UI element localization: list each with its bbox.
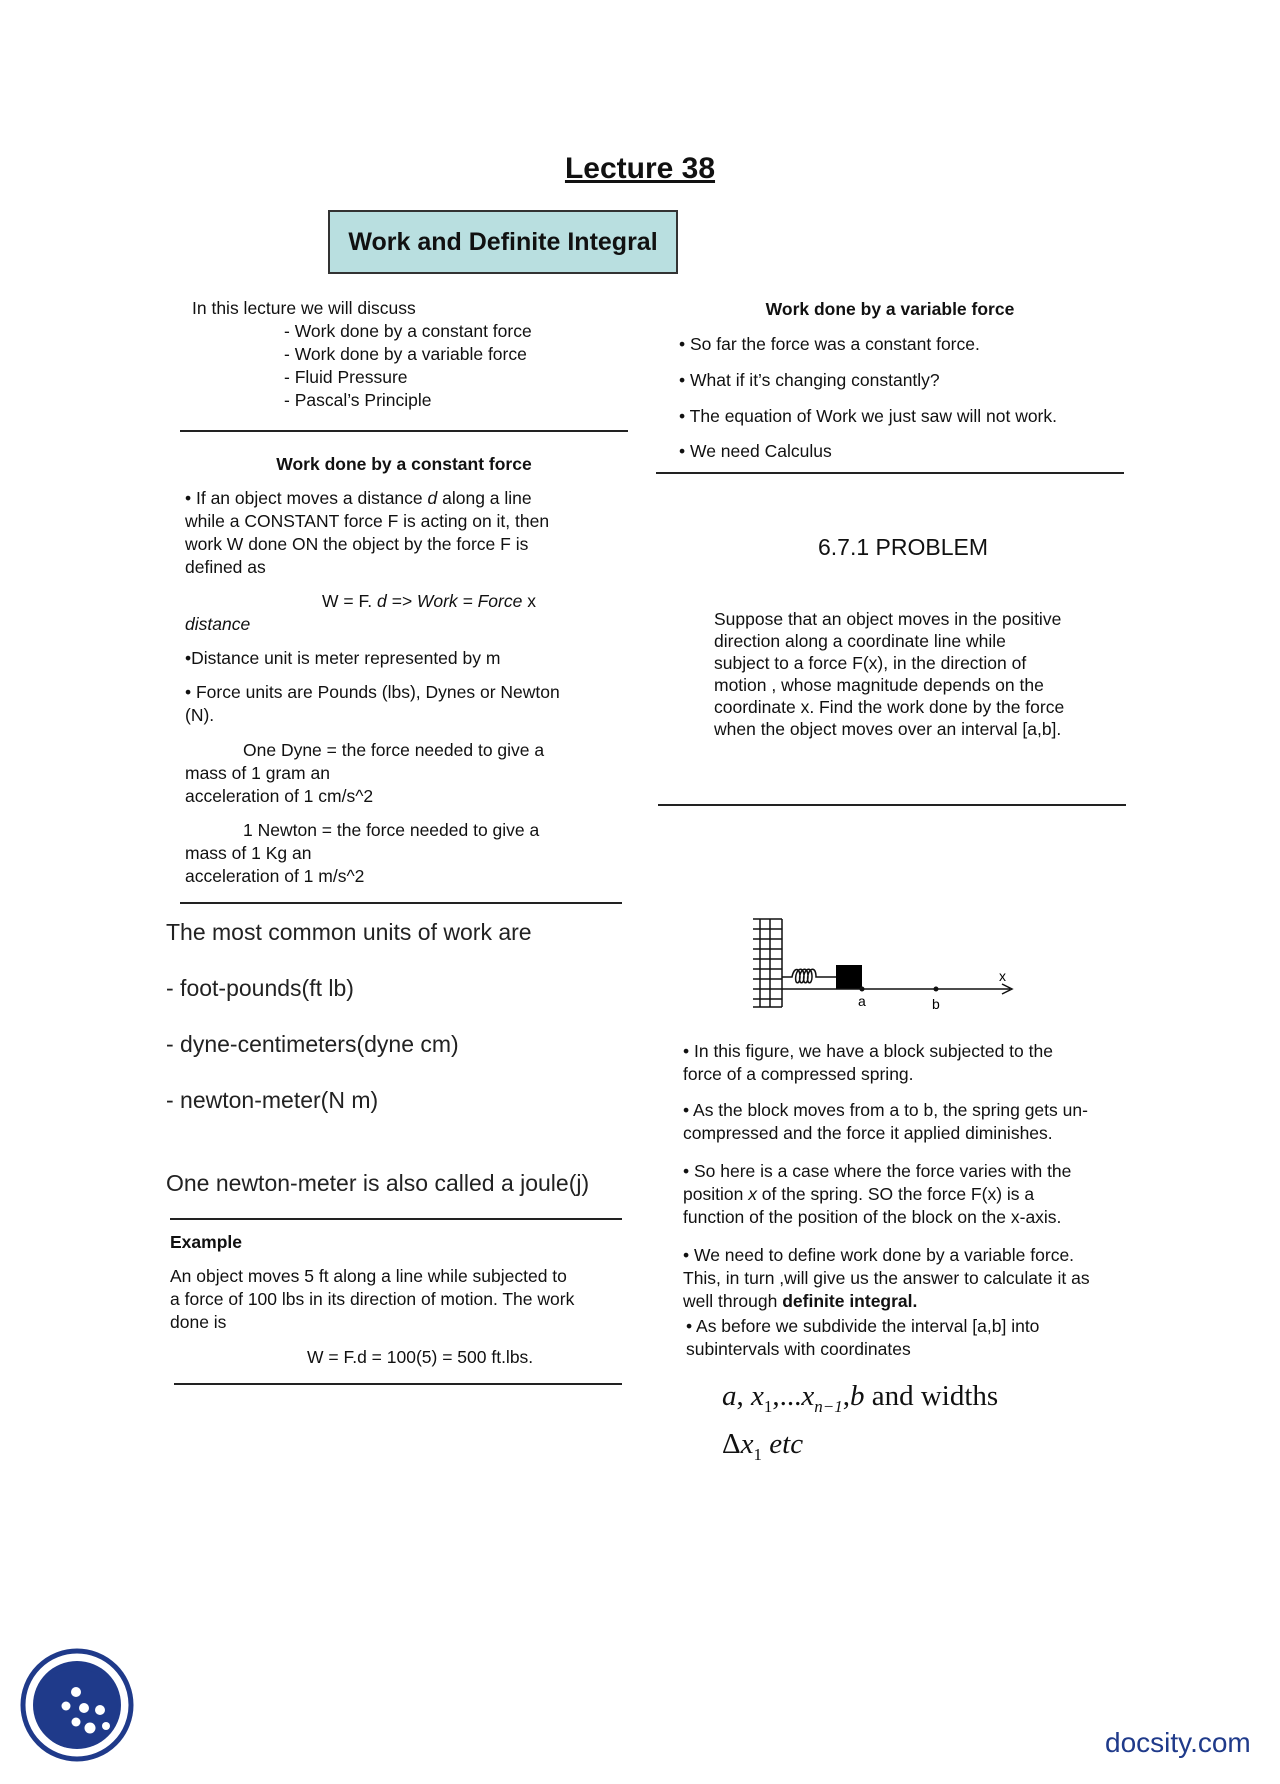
text: • As the block moves from a to b, the spring gets un- — [683, 1100, 1088, 1120]
text: • Force units are Pounds (lbs), Dynes or Newton — [185, 682, 560, 702]
var-d: d — [376, 591, 387, 611]
text: Δ — [722, 1428, 741, 1460]
divider — [180, 430, 628, 432]
figure-bullet-3 — [683, 1160, 1071, 1229]
divider — [656, 472, 1124, 474]
text: 1 Newton = the force needed to give a — [243, 820, 540, 840]
text: done is — [170, 1312, 227, 1332]
text: n−1 — [814, 1396, 843, 1416]
units-heading: The most common units of work are — [166, 919, 532, 945]
text: x — [522, 591, 536, 611]
page-title: Lecture 38 — [564, 152, 716, 185]
dyne-definition — [185, 739, 544, 808]
point-b — [934, 987, 939, 992]
list-item: - dyne-centimeters(dyne cm) — [166, 1031, 459, 1057]
text: force of a compressed spring. — [683, 1064, 914, 1084]
list-item: • So far the force was a constant force. — [679, 334, 980, 354]
text: definite integral. — [782, 1291, 918, 1311]
intro-lead: In this lecture we will discuss — [192, 298, 416, 318]
subtitle: Work and Definite Integral — [348, 227, 658, 256]
text: b — [849, 1380, 865, 1412]
text: defined as — [185, 557, 266, 577]
text: x — [740, 1428, 754, 1460]
block — [836, 965, 862, 989]
widths-expression — [722, 1428, 803, 1465]
text: 1 — [753, 1444, 763, 1464]
text: subject to a force F(x), in the direction of — [714, 653, 1027, 673]
figure-bullet-2 — [683, 1099, 1088, 1145]
text: well through — [683, 1291, 783, 1311]
example-formula: W = F.d = 100(5) = 500 ft.lbs. — [307, 1347, 534, 1367]
text: => — [386, 591, 417, 611]
intro-list — [284, 320, 532, 412]
text: distance — [185, 614, 251, 634]
text: a — [722, 1380, 737, 1412]
text: etc — [762, 1428, 804, 1460]
problem-text — [714, 608, 1064, 740]
text: Work = Force — [416, 591, 523, 611]
figure-bullet-5 — [686, 1315, 1039, 1361]
work-formula — [322, 590, 536, 613]
text: , — [842, 1380, 850, 1412]
text: (N). — [185, 705, 215, 725]
text: 1 — [763, 1396, 773, 1416]
text: An object moves 5 ft along a line while subjected to — [170, 1266, 567, 1286]
subtitle-box — [328, 210, 678, 274]
text: coordinate x. Find the work done by the force — [714, 697, 1065, 717]
force-units — [185, 681, 560, 727]
text: x — [801, 1380, 815, 1412]
text: a force of 100 lbs in its direction of motion. The work — [170, 1289, 575, 1309]
list-item: - Work done by a variable force — [284, 344, 527, 364]
var-x: x — [748, 1184, 757, 1204]
text: along a line — [437, 488, 532, 508]
list-item: - foot-pounds(ft lb) — [166, 975, 354, 1001]
distance-unit: •Distance unit is meter represented by m — [185, 648, 501, 668]
text: subintervals with coordinates — [686, 1339, 911, 1359]
text: and widths — [864, 1380, 999, 1412]
divider — [658, 804, 1126, 806]
label-b: b — [932, 996, 940, 1012]
text: when the object moves over an interval [a,b]. — [714, 719, 1062, 739]
text: One Dyne = the force needed to give a — [243, 740, 545, 760]
text: Suppose that an object moves in the positive — [714, 609, 1062, 629]
wall — [753, 919, 782, 1007]
text: W = F. — [322, 591, 377, 611]
text: position — [683, 1184, 749, 1204]
example-text — [170, 1265, 574, 1334]
text: mass of 1 gram an — [185, 763, 330, 783]
text: • As before we subdivide the interval [a,b] into — [686, 1316, 1040, 1336]
constant-force-definition — [185, 487, 625, 579]
spring-block-figure — [750, 915, 1020, 1015]
coordinates-expression — [722, 1380, 998, 1417]
text: motion , whose magnitude depends on the — [714, 675, 1044, 695]
point-a — [860, 987, 865, 992]
variable-force-heading: Work done by a variable force — [765, 299, 1015, 319]
list-item: • The equation of Work we just saw will not work. — [679, 406, 1058, 426]
text: acceleration of 1 m/s^2 — [185, 866, 365, 886]
newton-definition — [185, 819, 539, 888]
text: This, in turn ,will give us the answer to calculate it as — [683, 1268, 1090, 1288]
text: function of the position of the block on the x-axis. — [683, 1207, 1062, 1227]
label-a: a — [858, 993, 866, 1009]
text: , — [736, 1380, 751, 1412]
spring — [782, 969, 836, 983]
work-formula-cont — [185, 613, 250, 636]
figure-bullet-4 — [683, 1244, 1090, 1313]
joule-note: One newton-meter is also called a joule(j) — [166, 1170, 590, 1196]
divider — [174, 1383, 622, 1385]
figure-bullet-1 — [683, 1040, 1053, 1086]
label-x: x — [999, 968, 1006, 984]
text: ,... — [772, 1380, 802, 1412]
list-item: - Pascal’s Principle — [284, 390, 432, 410]
list-item: - newton-meter(N m) — [166, 1087, 379, 1113]
text: • If an object moves a distance — [185, 488, 428, 508]
text: • In this figure, we have a block subjected to the — [683, 1041, 1053, 1061]
problem-heading: 6.7.1 PROBLEM — [818, 534, 989, 560]
list-item: • What if it’s changing constantly? — [679, 370, 940, 390]
list-item: - Work done by a constant force — [284, 321, 532, 341]
divider — [170, 1218, 622, 1220]
list-item: • We need Calculus — [679, 441, 832, 461]
text: mass of 1 Kg an — [185, 843, 312, 863]
text: • We need to define work done by a variable force. — [683, 1245, 1075, 1265]
text: compressed and the force it applied diminishes. — [683, 1123, 1053, 1143]
text: work W done ON the object by the force F is — [185, 534, 529, 554]
divider — [180, 902, 622, 904]
text: of the spring. SO the force F(x) is a — [756, 1184, 1035, 1204]
constant-force-heading: Work done by a constant force — [276, 454, 532, 474]
example-heading: Example — [170, 1232, 242, 1252]
docsity-brand[interactable]: docsity.com — [1105, 1727, 1251, 1758]
list-item: - Fluid Pressure — [284, 367, 408, 387]
text: while a CONSTANT force F is acting on it, then — [185, 511, 550, 531]
var-d: d — [427, 488, 438, 508]
text: x — [751, 1380, 764, 1412]
docsity-logo-icon[interactable] — [20, 1648, 134, 1762]
text: acceleration of 1 cm/s^2 — [185, 786, 374, 806]
text: direction along a coordinate line while — [714, 631, 1006, 651]
text: • So here is a case where the force varies with the — [683, 1161, 1072, 1181]
